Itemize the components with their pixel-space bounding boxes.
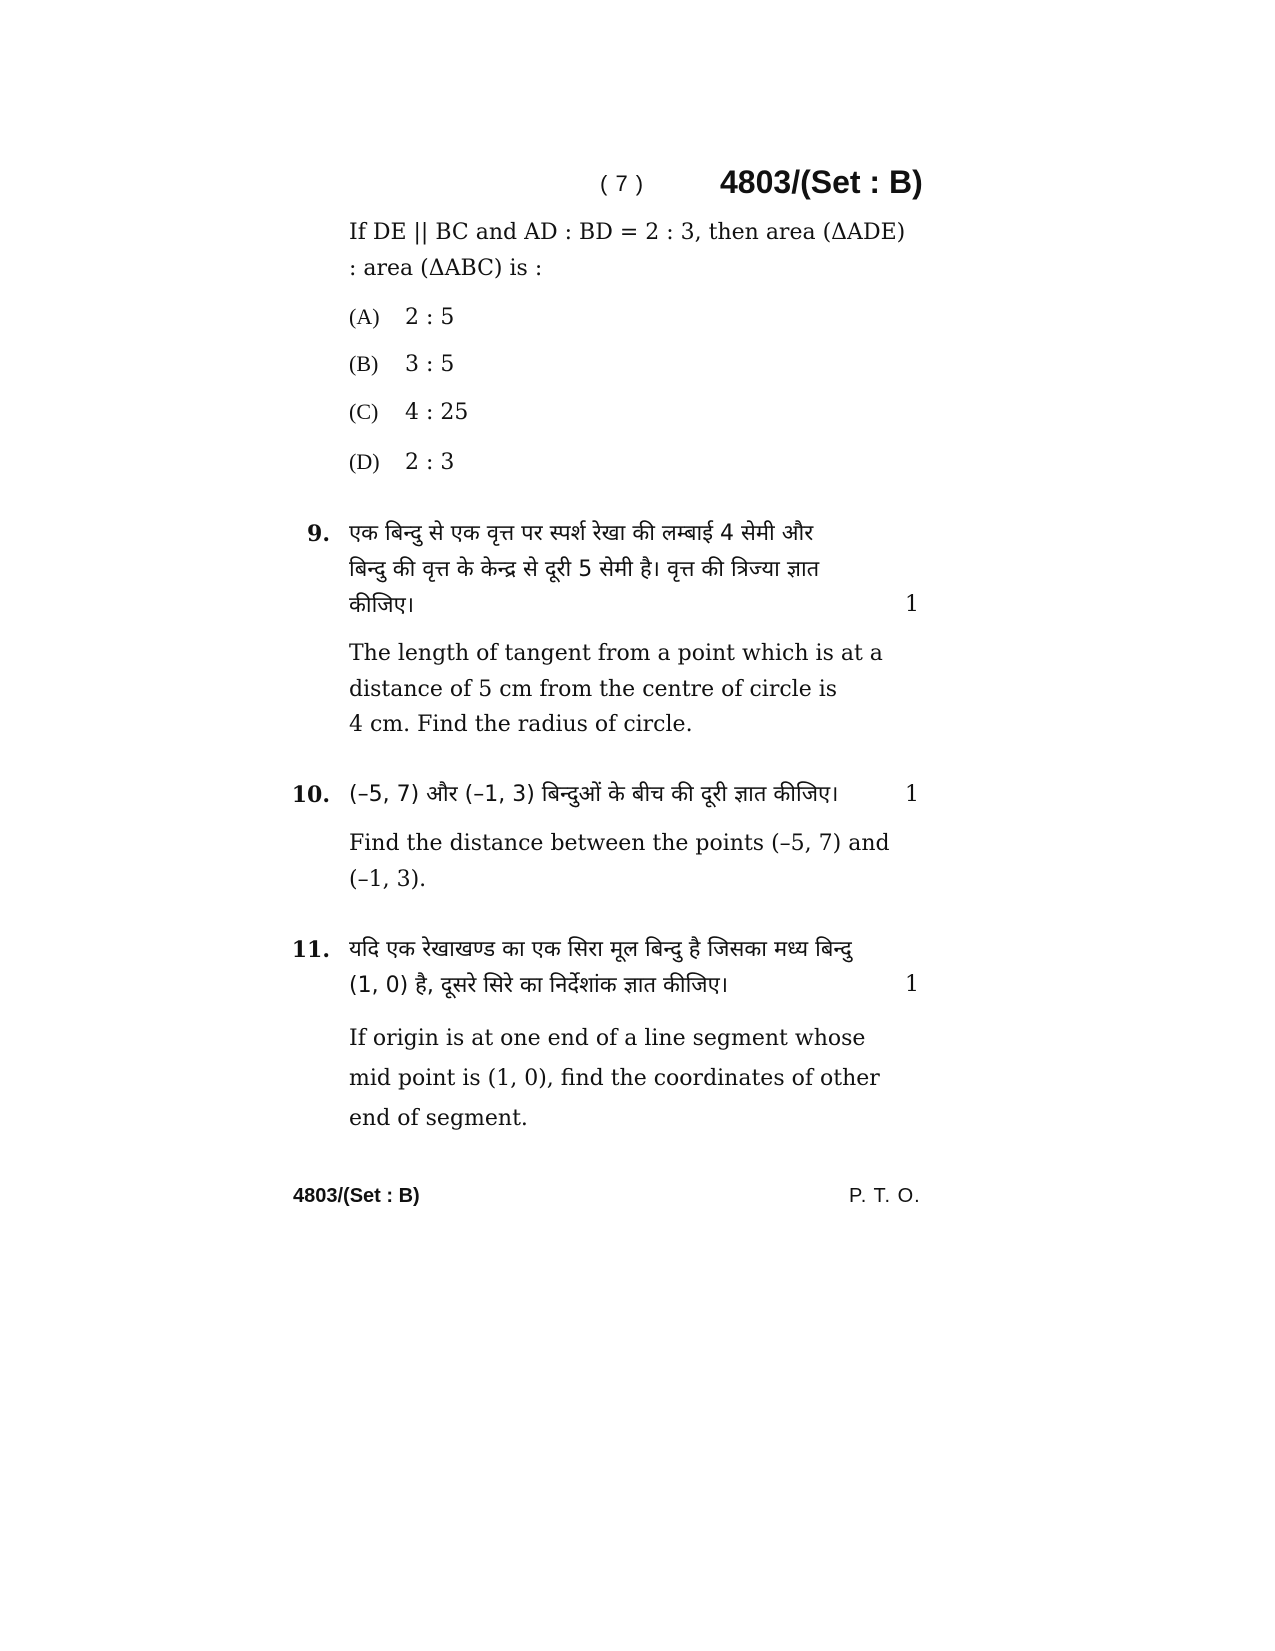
q9-hindi-line1: एक बिन्दु से एक वृत्त पर स्पर्श रेखा की लम्बाई 4 सेमी और bbox=[349, 521, 814, 546]
q9-marks: 1 bbox=[905, 592, 919, 617]
page-number: ( 7 ) bbox=[600, 171, 645, 196]
q11-hindi-line1: यदि एक रेखाखण्ड का एक सिरा मूल बिन्दु है जिसका मध्य बिन्दु bbox=[349, 937, 852, 962]
q10-hindi: (–5, 7) और (–1, 3) बिन्दुओं के बीच की दूरी ज्ञात कीजिए। bbox=[349, 782, 839, 807]
q8-option-c bbox=[349, 399, 468, 425]
option-value: 4 : 25 bbox=[405, 400, 469, 425]
option-label: (C) bbox=[349, 399, 379, 424]
footer-set-code: 4803/(Set : B) bbox=[293, 1185, 420, 1207]
footer-pto: P. T. O. bbox=[849, 1185, 921, 1207]
q8-stem-line1: If DE || BC and AD : BD = 2 : 3, then area (ΔADE) bbox=[349, 220, 906, 245]
option-value: 2 : 3 bbox=[405, 450, 455, 475]
q8-option-a bbox=[349, 304, 454, 330]
option-label: (D) bbox=[349, 449, 380, 474]
q11-hindi-line2: (1, 0) है, दूसरे सिरे का निर्देशांक ज्ञात कीजिए। bbox=[349, 973, 729, 998]
q9-english-line2: distance of 5 cm from the centre of circle is bbox=[349, 677, 838, 702]
q8-option-d bbox=[349, 449, 454, 475]
option-label: (A) bbox=[349, 304, 380, 329]
q11-number: 11. bbox=[291, 937, 330, 963]
q9-english-line1: The length of tangent from a point which is at a bbox=[349, 641, 883, 666]
option-value: 3 : 5 bbox=[405, 352, 455, 377]
q9-english-line3: 4 cm. Find the radius of circle. bbox=[349, 712, 693, 737]
q9-hindi-line2: बिन्दु की वृत्त के केन्द्र से दूरी 5 सेमी है। वृत्त की त्रिज्या ज्ञात bbox=[349, 557, 820, 582]
option-label: (B) bbox=[349, 351, 379, 376]
q11-english-line2: mid point is (1, 0), find the coordinates of other bbox=[349, 1066, 880, 1091]
q11-marks: 1 bbox=[905, 972, 919, 997]
q10-english-line2: (–1, 3). bbox=[349, 867, 427, 892]
q8-option-b bbox=[349, 351, 454, 377]
q10-marks: 1 bbox=[905, 782, 919, 807]
option-value: 2 : 5 bbox=[405, 305, 455, 330]
q9-hindi-line3: कीजिए। bbox=[349, 593, 415, 618]
q10-english-line1: Find the distance between the points (–5, 7) and bbox=[349, 831, 890, 856]
q8-stem-line2: : area (ΔABC) is : bbox=[349, 256, 543, 281]
q11-english-line1: If origin is at one end of a line segment whose bbox=[349, 1026, 866, 1051]
set-code-header: 4803/(Set : B) bbox=[720, 164, 923, 200]
q9-number: 9. bbox=[307, 521, 330, 547]
q10-number: 10. bbox=[291, 782, 330, 808]
q11-english-line3: end of segment. bbox=[349, 1106, 528, 1131]
